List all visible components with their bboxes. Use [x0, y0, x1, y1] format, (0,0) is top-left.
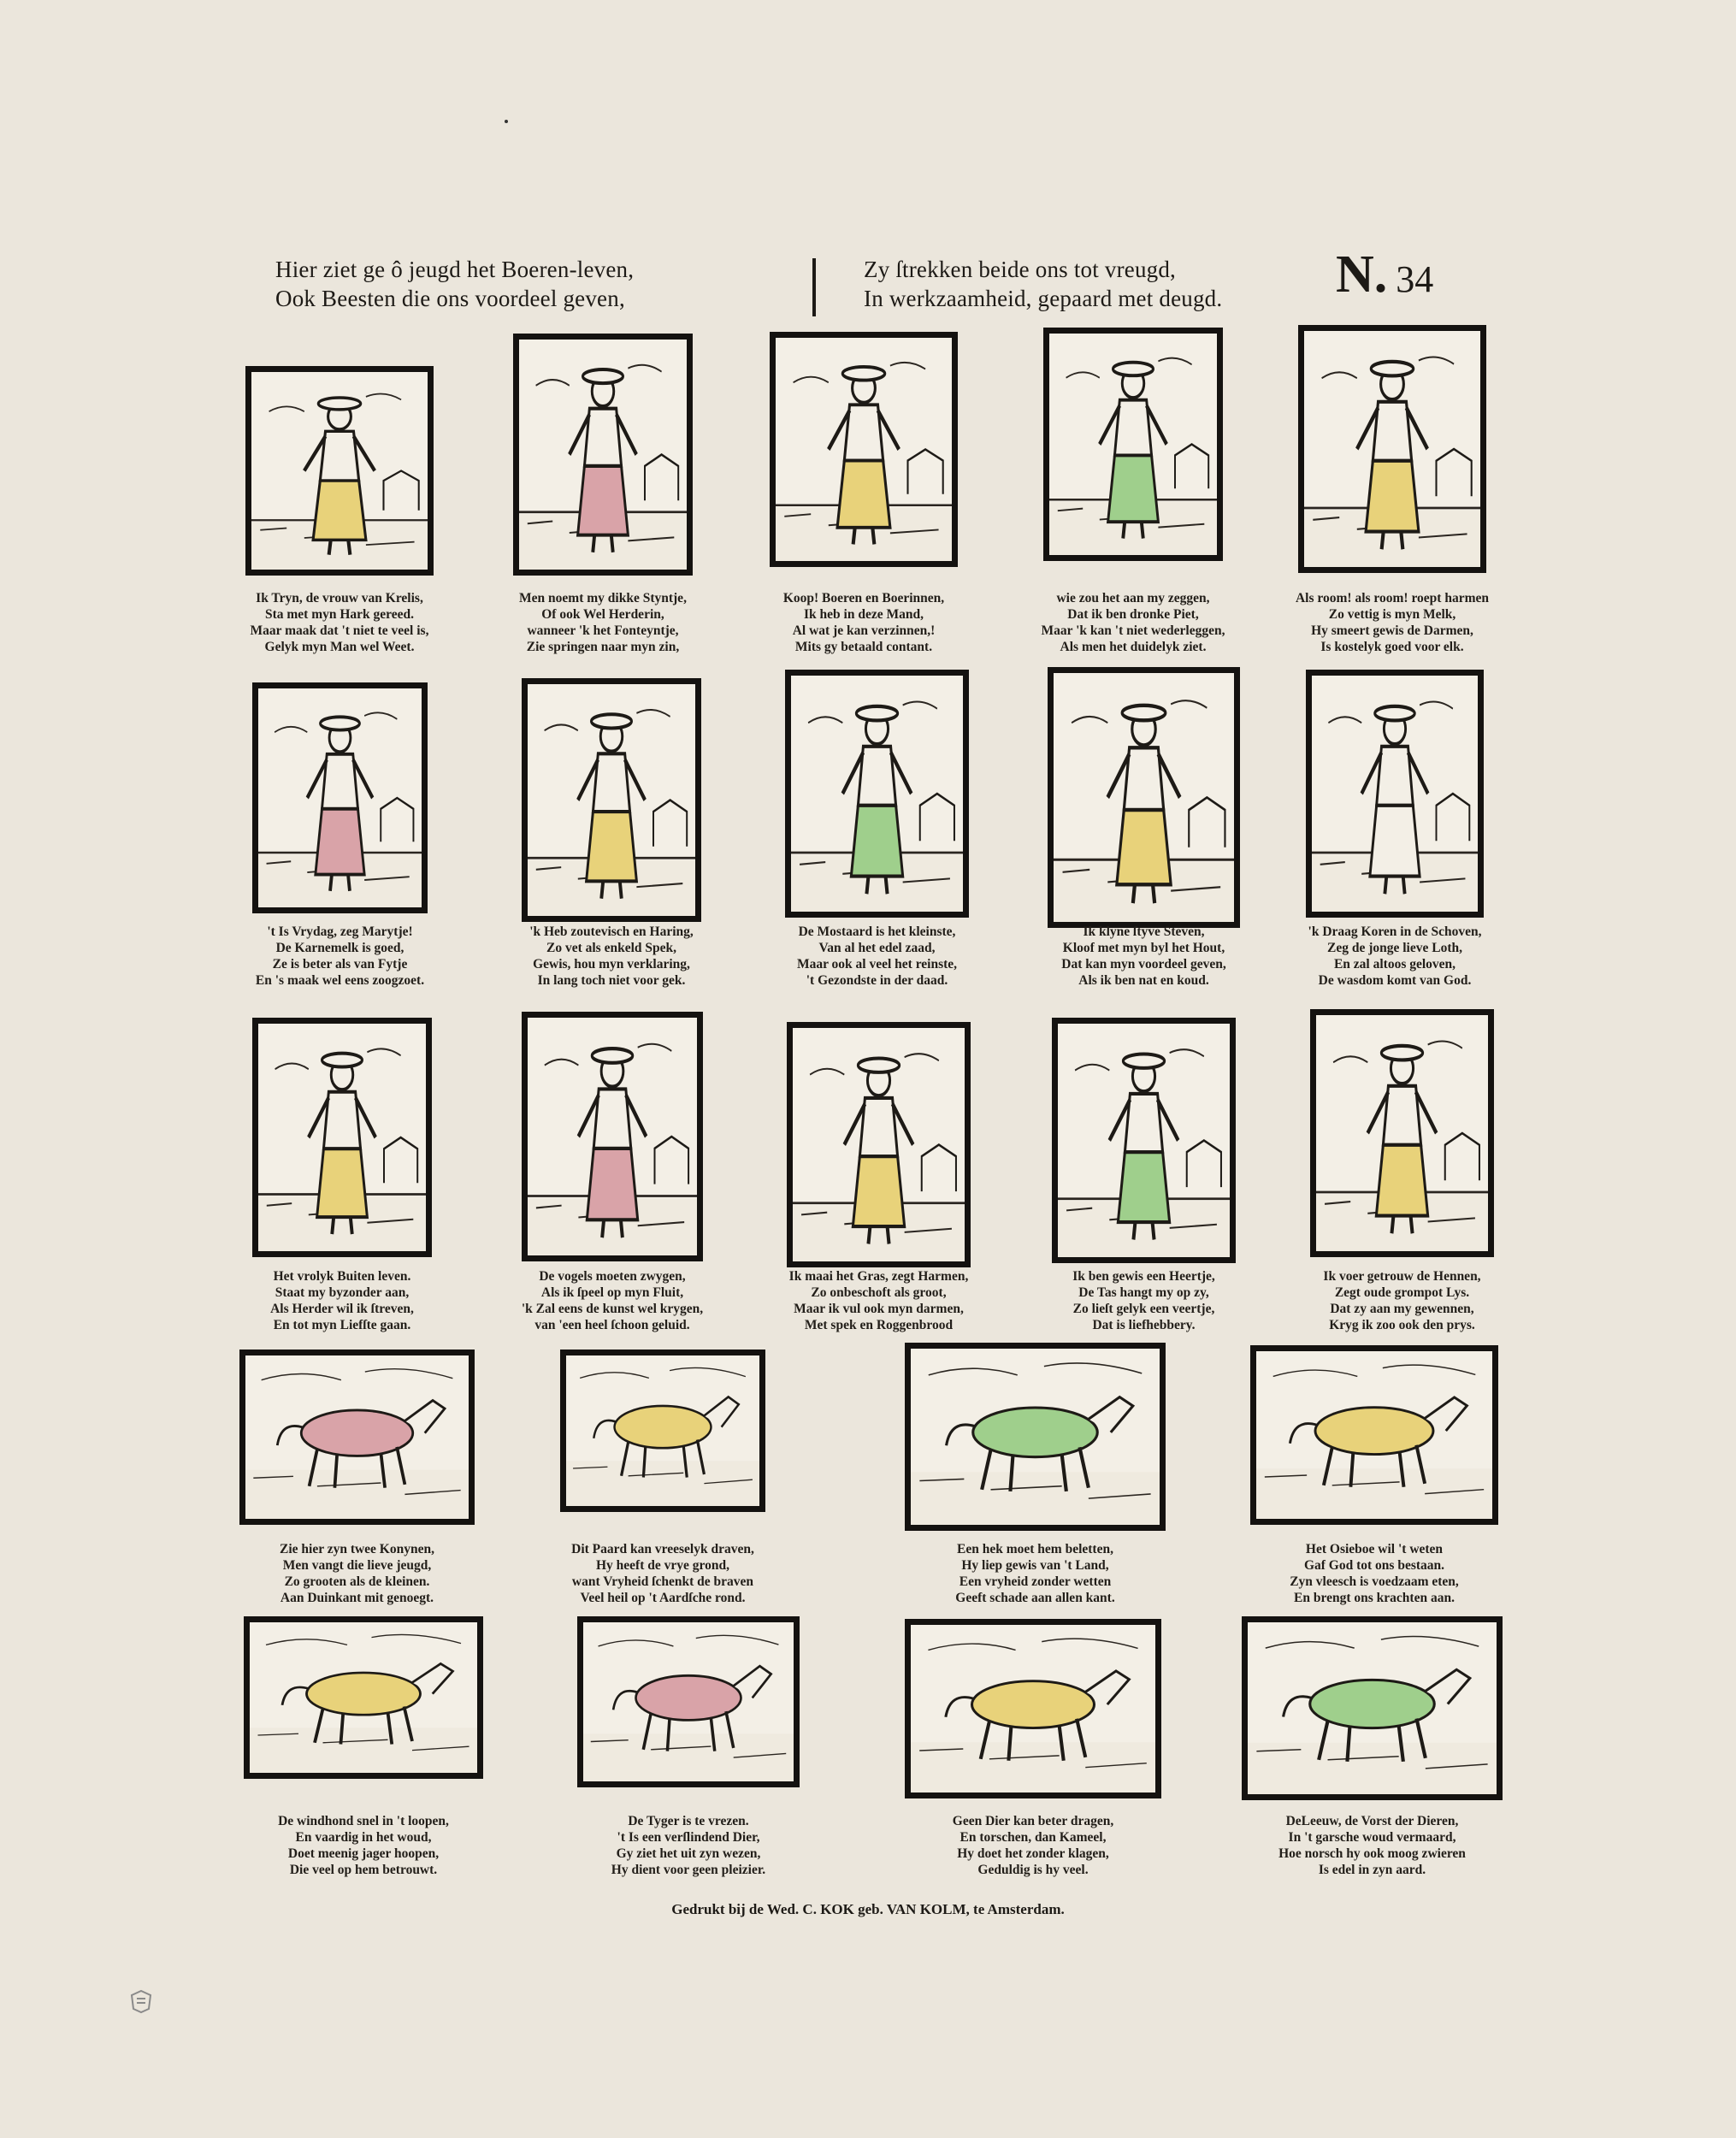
verse-caption [483, 924, 740, 989]
horse-at-gate-illustration [905, 1343, 1166, 1531]
verse-line: Hy liep gewis van 't Land, [961, 1558, 1109, 1573]
verse-line: van 'een heel ſchoon geluid. [534, 1318, 690, 1332]
verse-line: Van al het edel zaad, [818, 941, 936, 955]
verse-line: De Mostaard is het kleinste, [798, 924, 956, 939]
verse-line: Zo onbeschoft als groot, [811, 1285, 947, 1300]
verse-line: De windhond snel in 't loopen, [278, 1814, 449, 1828]
lion-illustration [1242, 1616, 1503, 1800]
harvester-with-sheaf-illustration [1306, 670, 1484, 918]
verse-line: Of ook Wel Herderin, [541, 607, 664, 622]
verse-line: Hy heeft de vrye grond, [596, 1558, 729, 1573]
verse-line: In lang toch niet voor gek. [537, 973, 686, 988]
verse-line: Maar ook al veel het reinste, [796, 957, 958, 972]
verse-line: Ik voer getrouw de Hennen, [1323, 1269, 1481, 1284]
verse-line: En vaardig in het woud, [295, 1830, 432, 1845]
collection-stamp-icon [128, 1988, 154, 2014]
verse-line: 't Is een verſlindend Dier, [617, 1830, 760, 1845]
milkmaid-with-yoke-illustration [252, 682, 428, 913]
verse-line: Ze is beter als van Fytje [272, 957, 408, 972]
verse-line: Ik klyne ſtyve Steven, [1083, 924, 1205, 939]
verse-caption [749, 924, 1006, 989]
verse-line: Maar ik vul ook myn darmen, [794, 1302, 964, 1316]
woodcutter-illustration [1048, 667, 1240, 928]
verse-caption [1267, 924, 1523, 989]
milkman-with-yoke-illustration [1298, 325, 1486, 573]
title-verse-right [864, 255, 1222, 313]
verse-line: Die veel op hem betrouwt. [289, 1863, 438, 1877]
verse-line: Hoe norsch hy ook moog zwieren [1278, 1846, 1466, 1861]
verse-caption [212, 924, 469, 989]
woman-feeding-hens-illustration [1310, 1009, 1494, 1257]
verse-line: 'k Draag Koren in de Schoven, [1308, 924, 1482, 939]
camel-illustration [905, 1619, 1161, 1798]
title-verse-right-line-1: Zy ſtrekken beide ons tot vreugd, [864, 257, 1177, 282]
verse-line: De vogels moeten zwygen, [539, 1269, 686, 1284]
verse-line: Zo vettig is myn Melk, [1328, 607, 1456, 622]
verse-line: En tot myn Liefſte gaan. [273, 1318, 411, 1332]
verse-line: De wasdom komt van God. [1318, 973, 1472, 988]
verse-line: Geen Dier kan beter dragen, [952, 1814, 1114, 1828]
verse-line: Ik maai het Gras, zegt Harmen, [788, 1269, 969, 1284]
verse-line: Hy doet het zonder klagen, [957, 1846, 1109, 1861]
verse-line: wanneer 'k het Fonteyntje, [527, 623, 679, 638]
verse-line: Het Osieboe wil 't weten [1305, 1542, 1444, 1556]
verse-line: 't Is Vrydag, zeg Marytje! [267, 924, 413, 939]
verse-line: Zie hier zyn twee Konynen, [280, 1542, 434, 1556]
verse-line: Hy dient voor geen pleizier. [611, 1863, 766, 1877]
verse-line: Zo lieſt gelyk een veertje, [1072, 1302, 1215, 1316]
verse-caption [475, 590, 731, 655]
verse-line: want Vryheid ſchenkt de braven [571, 1574, 754, 1589]
verse-line: En 's maak wel eens zoogzoet. [255, 973, 425, 988]
verse-line: Maar maak dat 't niet te veel is, [250, 623, 429, 638]
verse-line: Zegt oude grompot Lys. [1334, 1285, 1470, 1300]
verse-caption [1246, 1541, 1503, 1606]
ink-speck [505, 120, 508, 123]
verse-line: En torschen, dan Kameel, [960, 1830, 1107, 1845]
two-rabbits-illustration [239, 1350, 475, 1525]
verse-line: Geeft schade aan allen kant. [955, 1591, 1115, 1605]
verse-line: Koop! Boeren en Boerinnen, [782, 591, 945, 605]
verse-line: Men vangt die lieve jeugd, [282, 1558, 432, 1573]
verse-line: Gelyk myn Man wel Weet. [264, 640, 415, 654]
verse-line: Mits gy betaald contant. [794, 640, 933, 654]
title-verse-right-line-2: In werkzaamheid, gepaard met deugd. [864, 286, 1223, 311]
verse-caption [1274, 1268, 1531, 1333]
verse-line: Dat ik ben dronke Piet, [1067, 607, 1199, 622]
verse-line: Als room! als room! roept harmen [1295, 591, 1489, 605]
fish-seller-illustration [522, 678, 701, 922]
verse-line: Ik Tryn, de vrouw van Krelis, [256, 591, 423, 605]
verse-caption [235, 1813, 492, 1878]
ox-illustration [1250, 1345, 1498, 1525]
verse-line: Zie springen naar myn zin, [526, 640, 680, 654]
verse-caption [560, 1813, 817, 1878]
verse-line: Dat is liefhebbery. [1092, 1318, 1196, 1332]
sheet-number [1336, 245, 1433, 305]
verse-caption [484, 1268, 741, 1333]
verse-line: Is kostelyk goed voor elk. [1320, 640, 1464, 654]
verse-line: Dat kan myn voordeel geven, [1061, 957, 1226, 972]
woman-with-basket-illustration [770, 332, 958, 567]
sheet-number-value: 34 [1396, 258, 1434, 300]
verse-line: Als men het duidelyk ziet. [1060, 640, 1207, 654]
verse-caption [211, 590, 468, 655]
verse-line: Men noemt my dikke Styntje, [519, 591, 687, 605]
verse-caption [1016, 924, 1272, 989]
verse-line: Een vryheid zonder wetten [959, 1574, 1112, 1589]
verse-caption [907, 1541, 1164, 1606]
verse-caption [1264, 590, 1520, 655]
verse-line: De Tas hangt my op zy, [1078, 1285, 1209, 1300]
sower-illustration [785, 670, 969, 918]
verse-line: Sta met myn Hark gereed. [264, 607, 415, 622]
verse-line: Dat zy aan my gewennen, [1330, 1302, 1474, 1316]
herder-with-urn-illustration [252, 1018, 432, 1257]
verse-line: Zo grooten als de kleinen. [284, 1574, 430, 1589]
verse-line: En zal altoos geloven, [1333, 957, 1456, 972]
verse-caption [905, 1813, 1161, 1878]
verse-line: De Tyger is te vrezen. [628, 1814, 749, 1828]
verse-line: DeLeeuw, de Vorst der Dieren, [1285, 1814, 1459, 1828]
verse-caption [751, 1268, 1007, 1333]
verse-line: Hy smeert gewis de Darmen, [1311, 623, 1473, 638]
title-verse-left [275, 255, 634, 313]
verse-line: En brengt ons krachten aan. [1294, 1591, 1455, 1605]
verse-line: Zo vet als enkeld Spek, [546, 941, 676, 955]
verse-line: Is edel in zyn aard. [1318, 1863, 1426, 1877]
verse-line: Kryg ik zoo ook den prys. [1329, 1318, 1475, 1332]
verse-line: Met spek en Roggenbrood [804, 1318, 954, 1332]
sheet-number-prefix: N. [1336, 245, 1388, 304]
flute-player-illustration [522, 1012, 703, 1261]
verse-line: Staat my byzonder aan, [275, 1285, 410, 1300]
verse-line: Als Herder wil ik ſtreven, [270, 1302, 414, 1316]
verse-line: Kloof met myn byl het Hout, [1062, 941, 1225, 955]
shepherdess-illustration [513, 334, 693, 576]
verse-line: In 't garsche woud vermaard, [1288, 1830, 1456, 1845]
title-verse-left-line-1: Hier ziet ge ô jeugd het Boeren-leven, [275, 257, 635, 282]
verse-line: Maar 'k kan 't niet wederleggen, [1041, 623, 1225, 638]
verse-line: Zyn vleesch is voedzaam eten, [1290, 1574, 1459, 1589]
verse-divider [812, 258, 816, 316]
verse-line: 'k Zal eens de kunst wel krygen, [521, 1302, 704, 1316]
verse-line: Als ik ſpeel op myn Fluit, [540, 1285, 684, 1300]
verse-line: Gewis, hou myn verklaring, [533, 957, 690, 972]
verse-line: Ik heb in deze Mand, [804, 607, 924, 622]
verse-caption [735, 590, 992, 655]
verse-line: Gaf God tot ons bestaan. [1303, 1558, 1445, 1573]
verse-caption [229, 1541, 486, 1606]
verse-line: Het vrolyk Buiten leven. [273, 1269, 411, 1284]
verse-line: Al wat je kan verzinnen,! [792, 623, 936, 638]
rearing-horse-illustration [560, 1350, 765, 1512]
printer-imprint: Gedrukt bij de Wed. C. KOK geb. VAN KOLM, te Amsterdam. [671, 1901, 1065, 1917]
verse-line: Gy ziet het uit zyn wezen, [616, 1846, 761, 1861]
verse-line: Veel heil op 't Aardſche rond. [580, 1591, 746, 1605]
mower-with-scythe-illustration [787, 1022, 971, 1267]
verse-caption [1005, 590, 1261, 655]
verse-caption [534, 1541, 791, 1606]
verse-line: De Karnemelk is goed, [275, 941, 404, 955]
woman-with-rake-illustration [245, 366, 434, 576]
verse-caption [214, 1268, 470, 1333]
verse-line: Ik ben gewis een Heertje, [1072, 1269, 1215, 1284]
verse-line: Een hek moet hem beletten, [957, 1542, 1113, 1556]
greyhound-illustration [244, 1616, 483, 1779]
verse-line: Zeg de jonge lieve Loth, [1327, 941, 1462, 955]
verse-caption [1016, 1268, 1272, 1333]
hay-worker-illustration [1052, 1018, 1236, 1263]
verse-line: wie zou het aan my zeggen, [1056, 591, 1210, 605]
verse-line: 'k Heb zoutevisch en Haring, [529, 924, 694, 939]
drunk-man-illustration [1043, 328, 1223, 561]
verse-caption [1244, 1813, 1501, 1878]
verse-line: 't Gezondste in der daad. [806, 973, 948, 988]
verse-line: Geduldig is hy veel. [977, 1863, 1089, 1877]
verse-line: Aan Duinkant mit genoegt. [280, 1591, 434, 1605]
title-verse-left-line-2: Ook Beesten die ons voordeel geven, [275, 286, 625, 311]
tiger-illustration [577, 1616, 800, 1787]
verse-line: Doet meenig jager hoopen, [287, 1846, 440, 1861]
verse-line: Dit Paard kan vreeselyk draven, [571, 1542, 754, 1556]
verse-line: Als ik ben nat en koud. [1078, 973, 1209, 988]
